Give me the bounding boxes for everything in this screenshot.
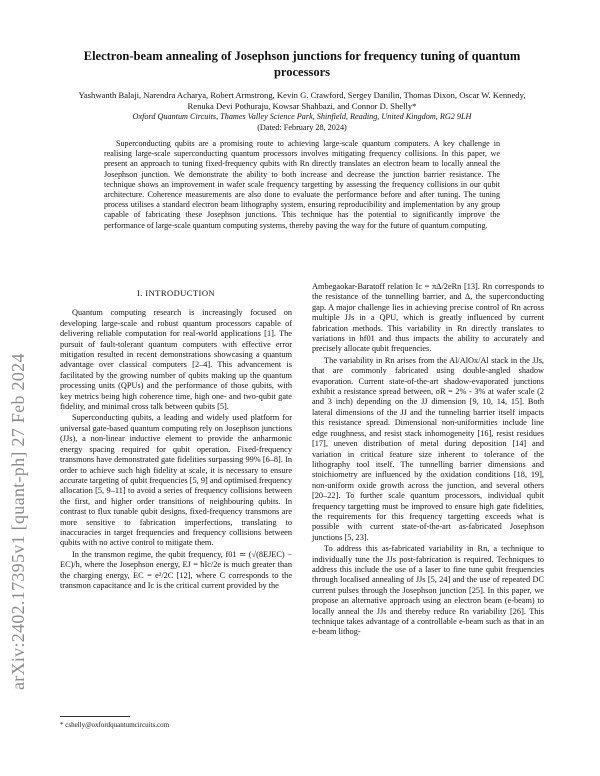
paper-page <box>60 48 544 637</box>
abstract: Superconducting qubits are a promising route to achieving large-scale quantum computers. A key challenge in realising large-scale superconducting quantum processors involves mitigating frequency collisions. In this paper, we present an approach to tuning fixed-frequency qubits with Rn directly translates an electron beam to locally anneal the Josephson junction. We demonstrate the ability to both increase and decrease the junction barrier resistance. The technique shows an improvement in wafer scale frequency targetting by assessing the frequency collisions in our qubit architecture. Coherence measurements are also done to evaluate the performance before and after tuning. The tuning process utilises a standard electron beam lithography system, ensuring reproducibility and implementation by any group capable of fabricating these Josephson junctions. This technique has the potential to significantly improve the performance of large-scale quantum computing systems, thereby paving the way for the future of quantum computing. <box>104 139 500 230</box>
paragraph: Superconducting qubits, a leading and widely used platform for universal gate-based quantum computing rely on Josephson junctions (JJs), a non-linear inductive element to provide the anharmonic energy spacing required for qubit operation. Fixed-frequency transmons have demonstrated gate fidelities surpassing 99% [6–8]. In order to achieve such high fidelity at scale, it is necessary to ensure accurate targeting of qubit frequencies [5, 9] and optimised frequency allocation [5, 9–11] to avoid a series of frequency collisions between the first, and higher order transitions of neighbouring qubits. In contrast to flux tunable qubit designs, fixed-frequency transmons are more sensitive to fabrication imperfections, translating to inaccuracies in target frequencies and frequency collisions between qubits with no active control to mitigate them. <box>60 413 292 548</box>
author-list: Yashwanth Balaji, Narendra Acharya, Robert Armstrong, Kevin G. Crawford, Sergey Danilin, Thomas Dixon, Oscar W. Kennedy, Renuka Devi Pothuraju, Kowsar Shahbazi, and Connor D. Shelly* <box>78 90 526 111</box>
paragraph: Ambegaokar-Baratoff relation Ic = πΔ/2eRn [13]. Rn corresponds to the resistance of the tunnelling barrier, and Δ, the superconducting gap. A major challenge lies in achieving precise control of Rn across multiple JJs in a QPU, which is greatly influenced by current fabrication methods. This variability in Rn directly translates to variations in hf01 and thus impacts the ability to accurately and precisely allocate qubit frequencies. <box>312 282 544 354</box>
affiliation: Oxford Quantum Circuits, Thames Valley Science Park, Shinfield, Reading, United Kingdom, RG2 9LH <box>132 112 472 121</box>
section-heading: I. INTRODUCTION <box>136 288 216 298</box>
paragraph: To address this as-fabricated variability in Rn, a technique to individually tune the JJs post-fabrication is required. Techniques to address this include the use of a laser to fine tune qubit frequencies through localised annealing of JJs [5, 24] and the use of repeated DC current pulses through the Josephson junction [25]. In this paper, we propose an alternative approach using an electron beam (e-beam) to locally anneal the JJs and thereby reduce Rn variability [26]. This technique takes advantage of a controllable e-beam such as that in an e-beam lithog- <box>312 544 544 637</box>
paragraph: The variability in Rn arises from the Al/AlOx/Al stack in the JJs, that are commonly fabricated using double-angled shadow evaporation. Current state-of-the-art shadow-evaporated junctions exhibit a resistance spread between, σR = 2% - 3% at wafer scale (2 and 3 inch) depending on the JJ dimension [9, 10, 14, 15]. Both lateral dimensions of the JJ and the tunneling barrier itself impacts this resistance spread. Dimensional non-uniformities include line edge roughness, and resist stack inhomogeneity [16], resist residues [17], uneven distribution of metal during deposition [14] and variation in critical feature size inherent to tolerance of the lithography tool itself. The tunnelling barrier dimensions and stoichiometry are influenced by the oxidation conditions [18, 19], non-uniform oxide growth across the junction, and several others [20–22]. To further scale quantum processors, individual qubit frequency targetting must be improved to ensure high gate fidelities, the requirements for this frequency targetting exceeds what is possible with current state-of-the-art as-fabricated Josephson junctions [5, 23]. <box>312 355 544 542</box>
footnote-block <box>60 716 169 729</box>
right-column <box>312 282 544 752</box>
paragraph: In the transmon regime, the qubit frequency, f01 ≃ (√(8EJEC) − EC)/h, where the Josephson energy, EJ = ħIc/2e is much greater than the charging energy, EC = e²/2C [12], where C corresponds to the transmon capacitance and Ic is the critical current provided by the <box>60 549 292 590</box>
footnote-rule <box>60 716 130 717</box>
arxiv-stamp <box>0 0 50 776</box>
paper-title: Electron-beam annealing of Josephson junctions for frequency tuning of quantum processors <box>83 49 521 79</box>
date-line: (Dated: February 28, 2024) <box>257 123 347 132</box>
arxiv-stamp-text: arXiv:2402.17395v1 [quant-ph] 27 Feb 2024 <box>8 353 28 690</box>
footnote-email: * cshelly@oxfordquantumcircuits.com <box>60 721 170 729</box>
body-columns <box>60 282 544 752</box>
paragraph: Quantum computing research is increasingly focused on developing large-scale and robust quantum processors capable of delivering reliable computation for real-world applications [1]. The pursuit of fault-tolerant quantum computers with effective error mitigation resulted in recent demonstrations showcasing a quantum advantage over classical computers [2–4]. This advancement is facilitated by the growing number of qubits making up the quantum processing units (QPUs) and the performance of those qubits, with key metrics being high coherence time, high one- and two-qubit gate fidelity, and minimal cross talk between qubits [5]. <box>60 308 292 412</box>
left-column <box>60 282 292 752</box>
